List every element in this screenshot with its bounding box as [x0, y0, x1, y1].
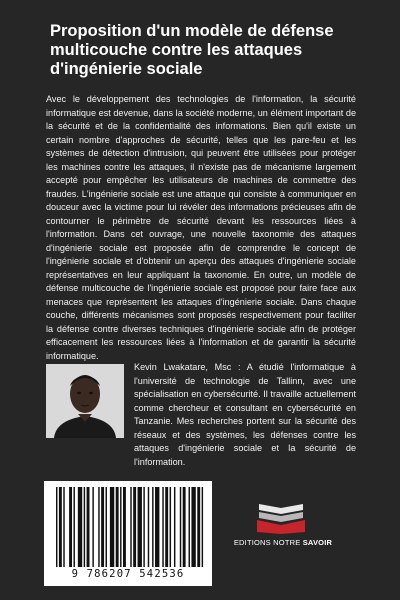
barcode-bar [152, 487, 153, 567]
publisher-name-prefix: EDITIONS NOTRE [233, 538, 301, 547]
barcode-bar [73, 487, 74, 567]
barcode-bar [170, 487, 171, 567]
barcode-bar [63, 487, 64, 567]
barcode-bar [165, 487, 168, 567]
barcode-bar [191, 487, 195, 567]
barcode-bar [87, 487, 90, 567]
barcode-bar [59, 487, 62, 567]
barcode-bar [84, 487, 85, 567]
barcode-bar [123, 487, 126, 567]
barcode-bar [133, 487, 136, 567]
barcode-bar [106, 487, 107, 567]
author-portrait-image [46, 364, 124, 438]
book-title: Proposition d'un modèle de défense multicouche contre les attaques d'ingénierie sociale [50, 22, 334, 78]
barcode-bar [101, 487, 104, 567]
open-book-logo-icon [255, 498, 307, 534]
barcode-bar [110, 487, 114, 567]
publisher-name-suffix: SAVOIR [302, 538, 333, 547]
barcode-bars [56, 487, 206, 567]
barcode-bar [162, 487, 163, 567]
isbn-digits: 9 786207 542536 [71, 568, 185, 580]
barcode-bar [143, 487, 144, 567]
author-biography: Kevin Lwakatare, Msc : A étudié l'informatique à l'université de technologie de Tallinn, avec une spécialisation en cybersécurité. Il travaille actuellement comme chercheur et consultant en cybersécurité en Tanzanie. Mes recherches portent sur la sécurité des réseaux et des systèmes, les défenses contre les attaques d'ingénierie sociale et la sécurité de l'information. [134, 362, 356, 467]
isbn-barcode [44, 481, 212, 586]
barcode-bar [130, 487, 131, 567]
barcode-bar [174, 487, 175, 567]
barcode-bar [180, 487, 181, 567]
author-photo [46, 364, 124, 438]
barcode-bar [183, 487, 186, 567]
barcode-bar [148, 487, 149, 567]
barcode-bar [138, 487, 142, 567]
barcode-bar [189, 487, 190, 567]
barcode-bar [56, 487, 57, 567]
barcode-bar [116, 487, 119, 567]
barcode-bar [120, 487, 121, 567]
barcode-bar [155, 487, 159, 567]
barcode-bar [92, 487, 93, 567]
back-cover-blurb: Avec le développement des technologies de l'information, la sécurité informatique est devenue, dans la société moderne, un élément important de la sécurité et de la confidentialité des informations. Bien qu'il existe un certain nombre d'approches de sécurité, telles que les pare-feu et les systèmes de détection d'intrusion, qui peuvent être utilisées pour protéger les machines contre les attaques, il n'existe pas de mécanisme largement accepté pour empêcher les utilisateurs de machines de commettre des fraudes. L'ingénierie sociale est une attaque qui consiste à communiquer en douceur avec la victime pour lui révéler des informations précieuses afin de contourner le périmètre de sécurité devant les ressources liées à l'information. Dans cet ouvrage, une nouvelle taxonomie des attaques d'ingénierie sociale est proposée afin de comprendre le concept de l'ingénierie sociale et d'obtenir un aperçu des attaques d'ingénierie sociale représentatives en leur appliquant la taxonomie. En outre, un modèle de défense multicouche de l'ingénierie sociale est proposé pour faire face aux menaces que représentent les attaques d'ingénierie sociale. Dans chaque couche, différents mécanismes sont proposés respectivement pour faciliter la défense contre diverses techniques d'ingénierie sociale afin de protéger efficacement les ressources liées à l'information et de garantir la sécurité informatique. [46, 94, 356, 361]
barcode-bar [197, 487, 200, 567]
barcode-bar [202, 487, 203, 567]
barcode-bar [69, 487, 72, 567]
barcode-bar [78, 487, 82, 567]
publisher-name [228, 538, 338, 547]
publisher-logo [255, 498, 307, 534]
barcode-bar [98, 487, 99, 567]
